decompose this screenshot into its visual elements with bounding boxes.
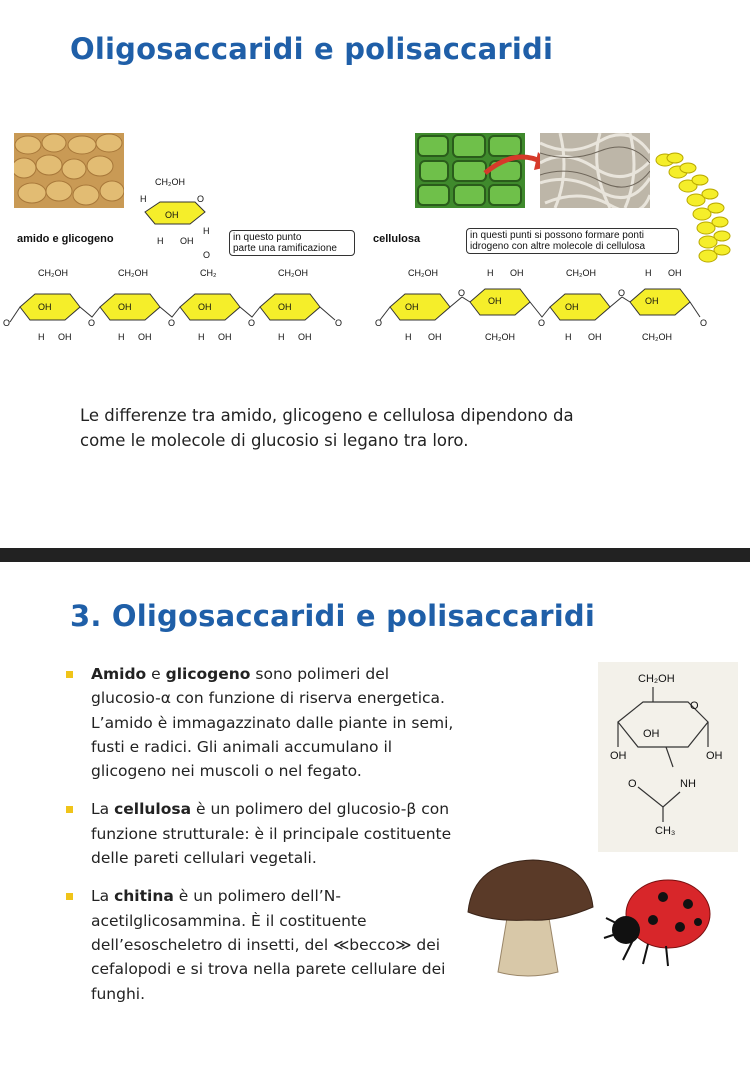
chem-label: O [88, 318, 96, 328]
chem-label: OH [138, 332, 152, 342]
chem-label: O [168, 318, 176, 328]
bullet-chitin [66, 884, 461, 1005]
chem-label: OH [198, 302, 212, 312]
chem-label: H [38, 332, 45, 342]
chem-label: OH [180, 236, 194, 246]
mol-label: OH [706, 750, 723, 762]
callout-branch-line-1: in questo punto [233, 232, 302, 243]
chem-label: OH [38, 302, 52, 312]
chem-label: OH [428, 332, 442, 342]
chem-label: CH₂OH [118, 268, 148, 278]
potatoes-photo [14, 133, 124, 208]
chem-label: OH [645, 296, 659, 306]
chem-label: CH₂OH [278, 268, 308, 278]
chem-label: OH [588, 332, 602, 342]
chem-label: OH [58, 332, 72, 342]
slide-1-title: Oligosaccaridi e polisaccaridi [70, 32, 554, 66]
chem-label: OH [118, 302, 132, 312]
ladybug-body [626, 880, 710, 948]
bullet-text: e [146, 665, 166, 683]
chem-label: CH₂OH [408, 268, 438, 278]
term-amido: Amido [91, 665, 147, 683]
slide-2 [0, 562, 750, 1077]
branch-glucose-diagram [125, 172, 225, 262]
chem-label: H [157, 236, 164, 246]
cellulose-fibers-photo [540, 133, 650, 208]
glucose-ring [550, 294, 610, 320]
chem-label: OH [165, 210, 179, 220]
chem-label: OH [298, 332, 312, 342]
mol-label: O [628, 778, 637, 790]
glucose-ring [390, 294, 450, 320]
ladybug-head [612, 916, 640, 944]
chem-label: OH [668, 268, 682, 278]
chem-label: OH [565, 302, 579, 312]
chem-label: H [405, 332, 412, 342]
term-glicogeno: glicogeno [165, 665, 251, 683]
chem-label: CH₂OH [566, 268, 596, 278]
chem-label: OH [405, 302, 419, 312]
slide-1-caption [80, 403, 640, 453]
callout-hydrogen-bonds [466, 228, 679, 254]
chem-label: O [538, 318, 546, 328]
chem-label: O [197, 194, 205, 204]
mol-label: CH₂OH [638, 673, 675, 685]
chem-label: O [375, 318, 383, 328]
chem-label: O [203, 250, 211, 260]
bullet-cellulose [66, 797, 461, 870]
caption-line-2: come le molecole di glucosio si legano tra loro. [80, 431, 469, 450]
glucose-ring [630, 289, 690, 315]
chem-label: O [700, 318, 708, 328]
chem-label: CH₂OH [485, 332, 515, 342]
term-cellulosa: cellulosa [114, 800, 192, 819]
chem-label: OH [218, 332, 232, 342]
bullet-marker-icon [66, 806, 73, 813]
chem-label: CH₂ [200, 268, 217, 278]
callout-branch-line-2: parte una ramificazione [233, 243, 337, 254]
chem-label: H [118, 332, 125, 342]
bullet-marker-icon [66, 671, 73, 678]
mol-label: OH [643, 728, 660, 740]
chem-label: H [140, 194, 147, 204]
chem-label: O [618, 288, 626, 298]
bullet-text: La [91, 800, 115, 819]
callout-branch [229, 230, 355, 256]
term-chitina: chitina [114, 887, 174, 906]
slide-2-title: 3. Oligosaccaridi e polisaccaridi [70, 599, 595, 633]
bullet-text: è un polimero dell’N-acetilglicosammina. È il costituente dell’esoscheletro di insetti, del ≪becco≫ dei cefalopodi e si trova nella parete cellulare dei funghi. [91, 887, 446, 1003]
chem-label: H [487, 268, 494, 278]
mol-label: CH₃ [655, 825, 676, 837]
chem-label: O [458, 288, 466, 298]
mol-label: OH [610, 750, 627, 762]
bullet-starch-glycogen [66, 662, 461, 783]
n-acetylglucosamine-diagram [598, 662, 738, 852]
bullet-list [66, 662, 461, 1020]
chem-label: CH₂OH [155, 177, 185, 187]
chem-label: H [278, 332, 285, 342]
label-starch-glycogen: amido e glicogeno [17, 233, 114, 245]
chem-label: H [565, 332, 572, 342]
mushroom-stem [498, 912, 558, 976]
chem-label: H [203, 226, 210, 236]
bullet-text: sono polimeri del glucosio-α con funzione di riserva energetica. L’amido è immagazzinato dalle piante in semi, fusti e radici. Gli animali accumulano il glicogeno nei muscoli o nel fegato. [91, 665, 454, 781]
chem-label: OH [488, 296, 502, 306]
chem-label: OH [510, 268, 524, 278]
chem-label: O [3, 318, 11, 328]
bullet-marker-icon [66, 893, 73, 900]
chem-label: OH [278, 302, 292, 312]
mushroom-ladybug-photo [458, 852, 743, 982]
chem-label: CH₂OH [38, 268, 68, 278]
callout-hydrogen-line-2: idrogeno con altre molecole di cellulosa [470, 241, 646, 252]
chem-label: O [335, 318, 343, 328]
mol-label: NH [680, 778, 696, 790]
label-cellulose: cellulosa [373, 233, 421, 245]
caption-line-1: Le differenze tra amido, glicogeno e cellulosa dipendono da [80, 406, 574, 425]
mol-label: O [690, 700, 699, 712]
chem-label: CH₂OH [642, 332, 672, 342]
chem-label: O [248, 318, 256, 328]
polymer-chains-diagram [0, 262, 750, 352]
bullet-text: La [91, 887, 115, 906]
callout-hydrogen-line-1: in questi punti si possono formare ponti [470, 230, 644, 241]
chem-label: H [645, 268, 652, 278]
bullet-text: è un polimero del glucosio-β con funzione strutturale: è il principale costituente delle pareti cellulari vegetali. [91, 800, 452, 868]
chem-label: H [198, 332, 205, 342]
